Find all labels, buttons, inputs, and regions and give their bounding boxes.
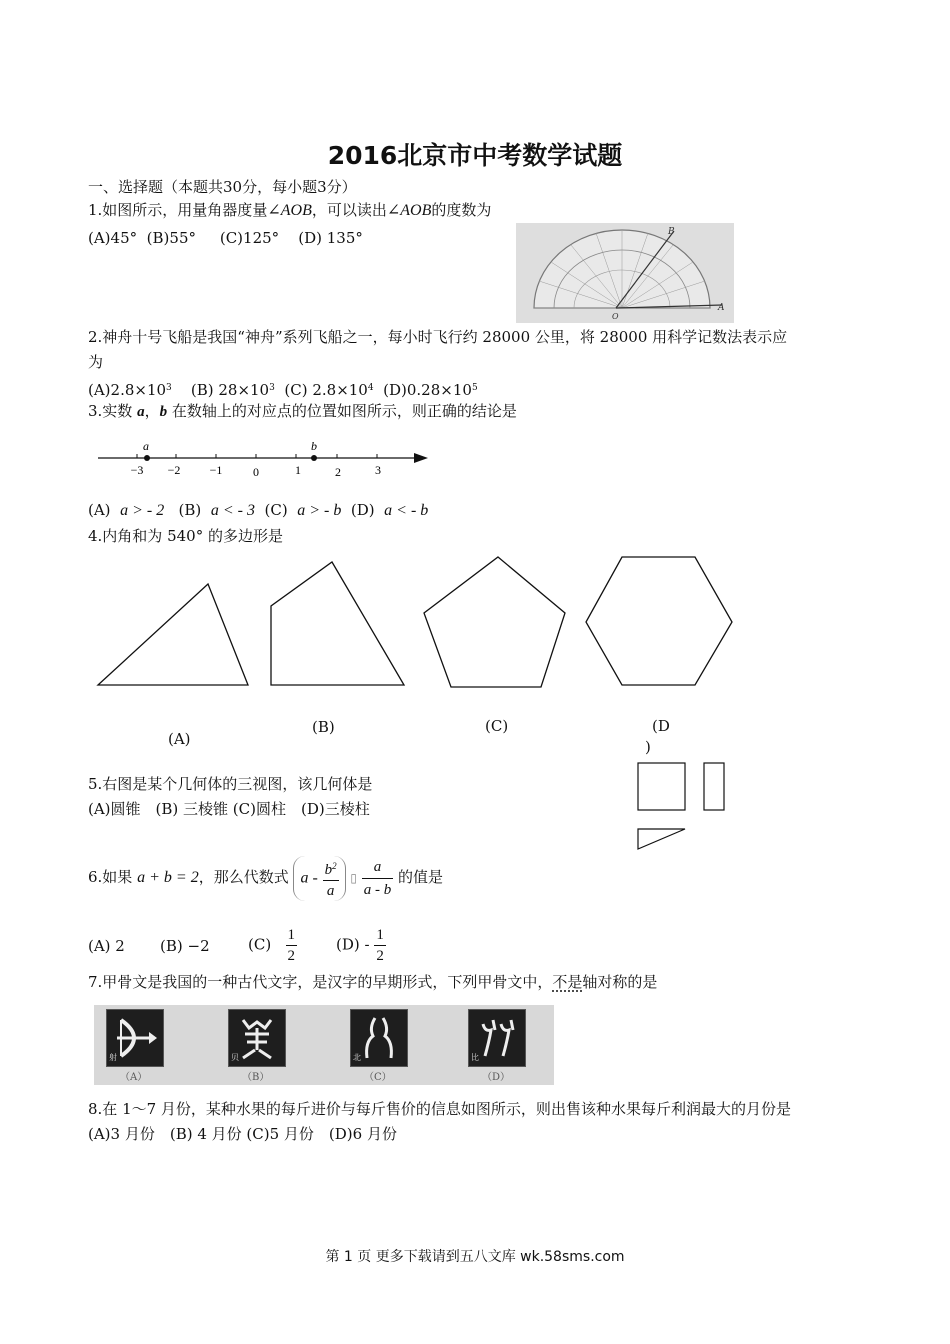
oracle-bone-figure <box>94 1005 554 1085</box>
q6-expr-a: a - <box>300 869 318 886</box>
glyph-b-caption: （B） <box>242 1072 270 1083</box>
q4-label-d: (D <box>652 717 670 735</box>
triangle-shape <box>98 584 248 685</box>
question-2-line-1: 2.神舟十号飞船是我国“神舟”系列飞船之一，每小时飞行约 28000 公里，将 28000 用科学记数法表示应 <box>88 328 788 346</box>
q6-option-b: (B) −2 <box>160 936 210 955</box>
question-5: 5.右图是某个几何体的三视图，该几何体是 <box>88 775 373 793</box>
q1-angle-1: ∠AOB <box>267 202 312 219</box>
q3-var-a: a <box>137 404 145 420</box>
tick-label: −2 <box>167 463 181 477</box>
q1-angle-2: ∠AOB <box>386 202 432 219</box>
q2-option-d: $(D)0.28\times 10^5$ <box>383 381 478 399</box>
top-view <box>638 829 685 849</box>
q7-emphasis: 不是 <box>552 973 583 991</box>
q6-option-c: (C) $\frac{1}{2}$ <box>248 927 295 964</box>
tick-label: 2 <box>335 465 341 479</box>
q6-condition: a + b = 2 <box>137 869 199 886</box>
q1-options <box>88 228 363 248</box>
tick-label: −3 <box>130 463 144 477</box>
glyph-d-small-char: 比 <box>471 1053 479 1062</box>
q3-options: (A) a > - 2 (B) a < - 3 (C) a > - b (D) a < - b <box>88 501 429 519</box>
q6-options <box>88 925 386 966</box>
protractor-label-b: B <box>668 227 675 237</box>
page-title: 2016北京市中考数学试题 <box>327 141 623 170</box>
protractor-label-o: O <box>612 312 619 321</box>
tick-label: 3 <box>375 463 381 477</box>
point-a-label: a <box>143 439 149 453</box>
protractor-label-a: A <box>718 303 725 313</box>
q1-text-middle: ，可以读出 <box>311 201 387 219</box>
q2-option-a: $(A)2.8\times 10^3$ <box>88 381 172 399</box>
q3-option-d-expr: a < - b <box>384 502 429 519</box>
q3-var-b: b <box>159 404 168 420</box>
q3-option-c-expr: a > - b <box>297 502 342 519</box>
q4-label-a: (A) <box>168 730 191 748</box>
tick-label: 1 <box>295 463 301 477</box>
q5-options: (A)圆锥 (B) 三棱锥 (C)圆柱 (D)三棱柱 <box>88 800 370 818</box>
q1-text-prefix: 1.如图所示，用量角器度量 <box>88 201 268 219</box>
question-2-line-2: 为 <box>88 353 104 371</box>
q4-label-d-close: ) <box>645 738 651 756</box>
question-4: 4.内角和为 540° 的多边形是 <box>88 527 283 545</box>
page-footer: 第 1 页 更多下载请到五八文库 wk.58sms.com <box>325 1249 625 1265</box>
glyph-a-small-char: 射 <box>109 1053 117 1062</box>
hexagon-shape <box>586 557 732 685</box>
glyph-b-small-char: 贝 <box>231 1053 239 1062</box>
q1-option-a: (A)45° <box>88 229 138 247</box>
q1-option-d: (D) 135° <box>298 229 363 247</box>
glyph-c-caption: （C） <box>364 1072 392 1083</box>
question-3: 3.实数 a，b 在数轴上的对应点的位置如图所示，则正确的结论是 <box>88 402 517 420</box>
section-heading: 一、选择题（本题共30分，每小题3分） <box>88 178 357 196</box>
q2-option-b: (B) $28\times 10^3$ <box>190 381 275 399</box>
glyph-a <box>106 1009 164 1067</box>
q3-option-a-expr: a > - 2 <box>120 502 165 519</box>
glyph-d-caption: （D） <box>482 1072 511 1083</box>
number-line <box>92 434 432 480</box>
point-b-label: b <box>311 439 317 453</box>
question-7: 7.甲骨文是我国的一种古代文字，是汉字的早期形式，下列甲骨文中，不是轴对称的是 <box>88 973 658 991</box>
side-view <box>704 763 724 810</box>
q6-fraction-2: $\frac{a}{a - b}$ <box>362 856 394 901</box>
q1-option-b: (B)55° <box>146 229 196 247</box>
pentagon-shape <box>424 557 565 687</box>
q6-option-d: (D) - $\frac{1}{2}$ <box>336 927 384 964</box>
front-view <box>638 763 685 810</box>
three-view-figure <box>636 760 728 852</box>
quadrilateral-shape <box>271 562 404 685</box>
point-b-marker <box>311 455 317 461</box>
tick-label: 0 <box>253 465 259 479</box>
point-a-marker <box>144 455 150 461</box>
q4-label-b: (B) <box>312 718 335 736</box>
polygon-figures <box>90 555 740 695</box>
tick-label: −1 <box>209 463 223 477</box>
q6-option-a: (A) 2 <box>88 936 125 955</box>
glyph-c <box>350 1009 408 1067</box>
glyph-a-caption: （A） <box>120 1072 148 1083</box>
q6-fraction-1: $\frac{b^2}{a}$ <box>323 856 339 901</box>
q2-option-c: (C) $2.8\times 10^4$ <box>284 381 374 399</box>
question-1 <box>88 200 491 221</box>
q3-option-b-expr: a < - 3 <box>210 502 255 519</box>
glyph-c-small-char: 北 <box>353 1053 361 1062</box>
q2-options <box>88 378 478 400</box>
question-6: 6.如果 a + b = 2，那么代数式 a - $\frac{b^2}{a}$ ▯ $\frac{a}{a - b}$ 的值是 <box>88 852 443 912</box>
protractor-figure <box>516 223 734 323</box>
glyph-d <box>468 1009 526 1067</box>
q8-options: (A)3 月份 (B) 4 月份 (C)5 月份 (D)6 月份 <box>88 1125 397 1143</box>
question-8: 8.在 1～7 月份，某种水果的每斤进价与每斤售价的信息如图所示，则出售该种水果每斤利润最大的月份是 <box>88 1100 791 1118</box>
q4-label-c: (C) <box>485 717 509 735</box>
q1-text-suffix: 的度数为 <box>431 201 492 219</box>
glyph-b <box>228 1009 286 1067</box>
q1-option-c: (C)125° <box>219 229 280 247</box>
